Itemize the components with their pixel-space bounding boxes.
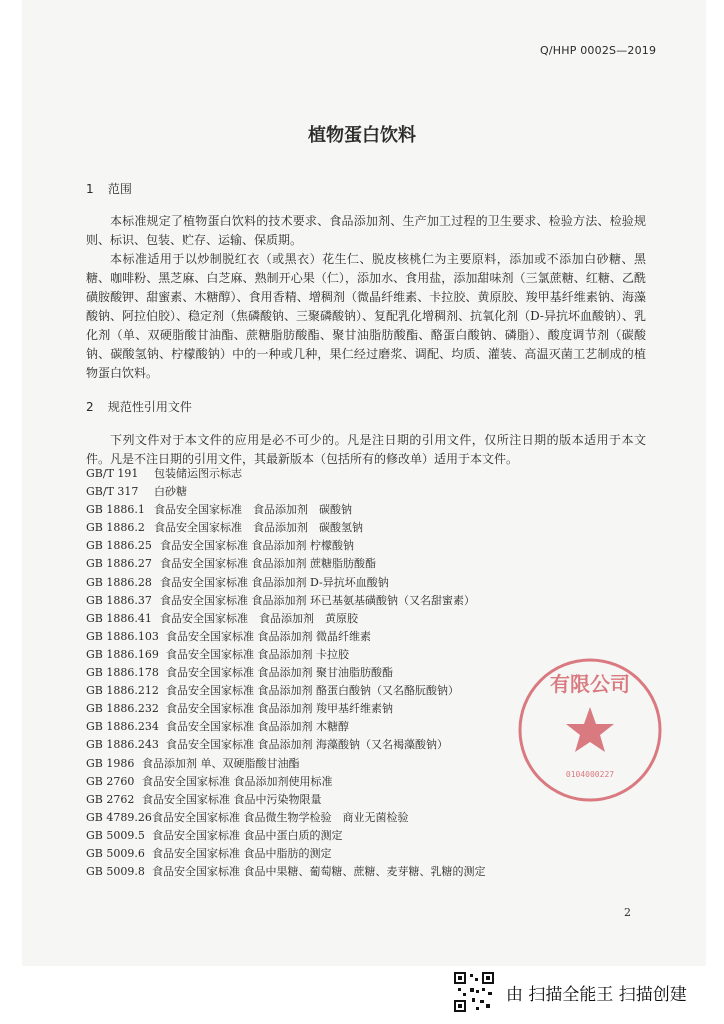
reference-code: GB 4789.26 xyxy=(86,810,152,824)
reference-item xyxy=(86,483,646,501)
reference-title: 食品安全国家标准 食品添加剂 微晶纤维素 xyxy=(166,629,371,643)
standard-code: Q/HHP 0002S—2019 xyxy=(540,44,657,57)
reference-code: GB 5009.5 xyxy=(86,828,145,842)
reference-code: GB 1886.27 xyxy=(86,557,152,571)
scope-paragraph-2: 本标准适用于以炒制脱红衣（或黑衣）花生仁、脱皮核桃仁为主要原料，添加或不添加白砂糖、黑糖、咖啡粉、黑芝麻、白芝麻、熟制开心果（仁），添加水、食用盐，添加甜味剂（三氯蔗糖、红糖、乙酰磺胺酸钾、甜蜜素、木糖醇）、食用香精、增稠剂（微晶纤维素、卡拉胶、黄原胶、羧甲基纤维素钠、海藻酸钠、阿拉伯胶）、稳定剂（焦磷酸钠、三聚磷酸钠）、复配乳化增稠剂、抗氧化剂（D-异抗坏血酸钠）、乳化剂（单、双硬脂酸甘油酯、蔗糖脂肪酸酯、聚甘油脂肪酸酯、酪蛋白酸钠、磷脂）、酸度调节剂（碳酸钠、碳酸氢钠、柠檬酸钠）中的一种或几种，果仁经过磨浆、调配、均质、灌装、高温灭菌工艺制成的植物蛋白饮料。 xyxy=(86,252,646,380)
reference-title: 食品安全国家标准 食品添加剂 碳酸钠 xyxy=(154,503,352,517)
reference-title: 食品安全国家标准 食品添加剂 聚甘油脂肪酸酯 xyxy=(166,666,393,680)
reference-title: 食品安全国家标准 食品添加剂 酪蛋白酸钠（又名酪朊酸钠） xyxy=(166,684,459,698)
reference-code: GB/T 317 xyxy=(86,485,139,499)
reference-item xyxy=(86,628,646,646)
reference-item xyxy=(86,827,646,845)
reference-item xyxy=(86,845,646,863)
reference-code: GB 1886.212 xyxy=(86,684,159,698)
reference-title: 食品安全国家标准 食品中污染物限量 xyxy=(142,792,322,806)
reference-title: 食品安全国家标准 食品添加剂 D-异抗坏血酸钠 xyxy=(160,575,389,589)
reference-title: 食品添加剂 单、双硬脂酸甘油酯 xyxy=(142,756,300,770)
svg-text:0104000227: 0104000227 xyxy=(565,770,615,779)
reference-code: GB 1986 xyxy=(86,756,135,770)
section-1-heading xyxy=(86,180,132,197)
reference-title: 食品安全国家标准 食品添加剂 环已基氨基磺酸钠（又名甜蜜素） xyxy=(160,593,475,607)
section-1-number: 1 xyxy=(86,182,94,196)
reference-title: 食品安全国家标准 食品微生物学检验 商业无菌检验 xyxy=(152,810,409,824)
reference-title: 食品安全国家标准 食品添加剂 黄原胶 xyxy=(160,611,358,625)
scanner-footer xyxy=(452,968,714,1016)
reference-item xyxy=(86,537,646,555)
reference-code: GB 1886.234 xyxy=(86,720,159,734)
reference-item xyxy=(86,519,646,537)
company-seal xyxy=(515,655,665,805)
reference-title: 食品安全国家标准 食品添加剂 海藻酸钠（又名褐藻酸钠） xyxy=(166,738,448,752)
reference-item xyxy=(86,574,646,592)
reference-title: 食品安全国家标准 食品中蛋白质的测定 xyxy=(152,828,343,842)
section-1-body xyxy=(86,212,646,383)
section-1-title: 范围 xyxy=(107,182,132,196)
section-2-number: 2 xyxy=(86,400,94,414)
document-title: 植物蛋白饮料 xyxy=(308,125,416,146)
references-intro: 下列文件对于本文件的应用是必不可少的。凡是注日期的引用文件，仅所注日期的版本适用于本文件。凡是不注日期的引用文件，其最新版本（包括所有的修改单）适用于本文件。 xyxy=(86,433,646,466)
reference-title: 食品安全国家标准 食品添加剂 木糖醇 xyxy=(166,720,349,734)
reference-item xyxy=(86,809,646,827)
scope-paragraph-1: 本标准规定了植物蛋白饮料的技术要求、食品添加剂、生产加工过程的卫生要求、检验方法、检验规则、标识、包装、贮存、运输、保质期。 xyxy=(86,214,646,247)
reference-code: GB 1886.103 xyxy=(86,629,159,643)
reference-item xyxy=(86,465,646,483)
reference-title: 白砂糖 xyxy=(154,485,187,499)
reference-title: 食品安全国家标准 食品添加剂 羧甲基纤维素钠 xyxy=(166,702,393,716)
reference-code: GB 5009.8 xyxy=(86,865,145,879)
svg-text:有限公司: 有限公司 xyxy=(550,672,630,696)
reference-title: 食品安全国家标准 食品中果糖、葡萄糖、蔗糖、麦芽糖、乳糖的测定 xyxy=(152,865,486,879)
reference-title: 食品安全国家标准 食品添加剂 碳酸氢钠 xyxy=(154,521,363,535)
reference-title: 食品安全国家标准 食品添加剂使用标准 xyxy=(142,774,333,788)
reference-code: GB 1886.25 xyxy=(86,539,152,553)
qr-code-icon xyxy=(452,970,496,1014)
reference-code: GB 1886.41 xyxy=(86,611,152,625)
reference-code: GB 1886.169 xyxy=(86,647,159,661)
page-number: 2 xyxy=(624,906,631,919)
reference-item xyxy=(86,863,646,881)
reference-code: GB 5009.6 xyxy=(86,846,145,860)
reference-item xyxy=(86,555,646,573)
reference-code: GB 1886.2 xyxy=(86,521,145,535)
reference-code: GB 2762 xyxy=(86,792,135,806)
reference-item xyxy=(86,592,646,610)
reference-title: 包装储运图示标志 xyxy=(154,467,242,480)
reference-title: 食品安全国家标准 食品添加剂 柠檬酸钠 xyxy=(160,539,354,553)
reference-title: 食品安全国家标准 食品中脂肪的测定 xyxy=(152,846,332,860)
reference-code: GB 1886.178 xyxy=(86,666,159,680)
scanner-credit-text: 由 扫描全能王 扫描创建 xyxy=(506,984,687,1005)
reference-code: GB 1886.37 xyxy=(86,593,152,607)
reference-code: GB 2760 xyxy=(86,774,135,788)
reference-item xyxy=(86,501,646,519)
reference-code: GB 1886.243 xyxy=(86,738,159,752)
reference-title: 食品安全国家标准 食品添加剂 卡拉胶 xyxy=(166,647,349,661)
reference-code: GB 1886.28 xyxy=(86,575,152,589)
section-2-body xyxy=(86,431,646,469)
reference-code: GB 1886.1 xyxy=(86,503,145,517)
reference-item xyxy=(86,610,646,628)
section-2-title: 规范性引用文件 xyxy=(107,400,192,414)
reference-code: GB/T 191 xyxy=(86,467,139,480)
reference-title: 食品安全国家标准 食品添加剂 蔗糖脂肪酸酯 xyxy=(160,557,376,571)
section-2-heading xyxy=(86,398,192,415)
reference-code: GB 1886.232 xyxy=(86,702,159,716)
